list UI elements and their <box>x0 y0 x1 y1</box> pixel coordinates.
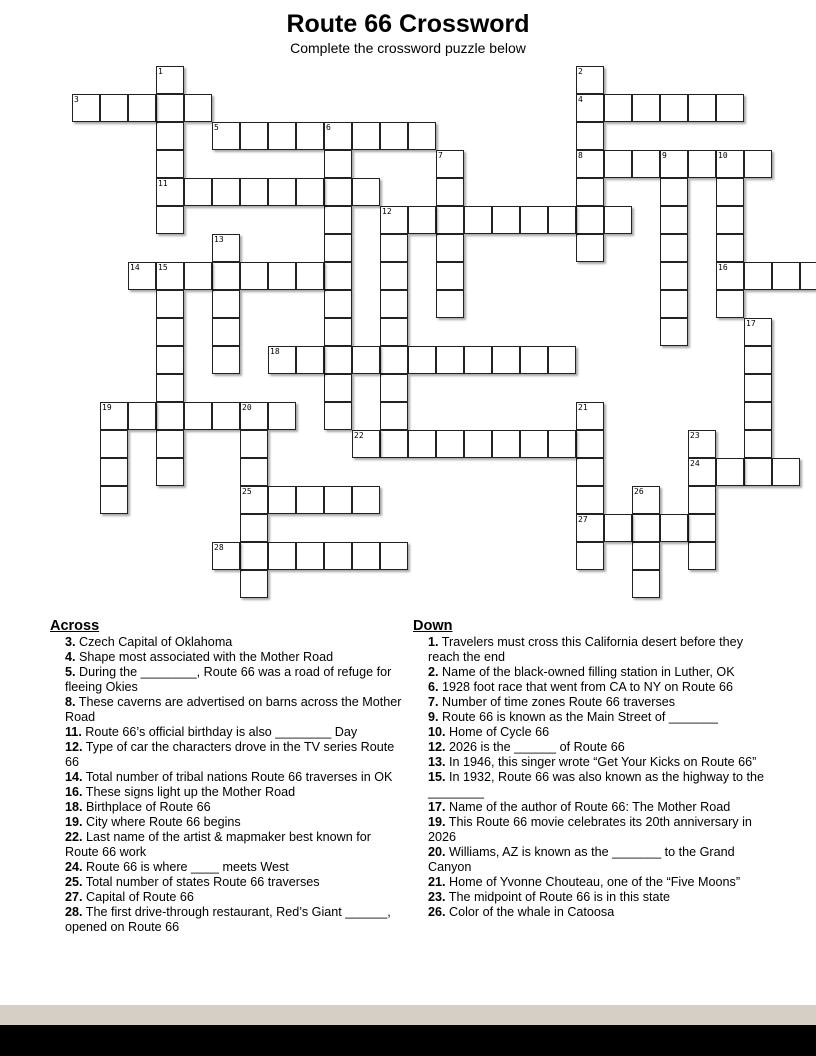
grid-cell[interactable] <box>156 290 184 318</box>
across-heading: Across <box>50 618 100 634</box>
grid-cell[interactable] <box>380 318 408 346</box>
grid-cell[interactable] <box>324 206 352 234</box>
grid-cell[interactable] <box>548 346 576 374</box>
clue-number-label: 19. <box>65 815 83 829</box>
clue-number: 15 <box>158 263 168 272</box>
clue-text: 2026 is the ______ of Route 66 <box>445 740 625 754</box>
across-clue <box>50 695 406 725</box>
clue-number-label: 18. <box>65 800 83 814</box>
clue-number: 13 <box>214 235 224 244</box>
across-clue <box>50 890 406 905</box>
across-clue <box>50 800 406 815</box>
clue-number: 7 <box>438 151 443 160</box>
grid-cell[interactable] <box>240 178 268 206</box>
grid-cell[interactable] <box>212 402 240 430</box>
clue-number: 1 <box>158 67 163 76</box>
grid-cell[interactable] <box>380 234 408 262</box>
across-clue <box>50 650 406 665</box>
grid-cell[interactable] <box>744 150 772 178</box>
clue-text: Shape most associated with the Mother Road <box>75 650 334 664</box>
clue-text: In 1946, this singer wrote “Get Your Kicks on Route 66” <box>445 755 757 769</box>
grid-cell[interactable] <box>352 346 380 374</box>
grid-cell[interactable] <box>464 206 492 234</box>
grid-cell[interactable] <box>688 486 716 514</box>
clue-number-label: 13. <box>428 755 446 769</box>
grid-cell[interactable] <box>240 514 268 542</box>
grid-cell[interactable] <box>324 318 352 346</box>
grid-cell[interactable] <box>408 122 436 150</box>
clue-number-label: 24. <box>65 860 83 874</box>
grid-cell[interactable] <box>268 486 296 514</box>
grid-cell[interactable] <box>240 458 268 486</box>
clue-text: Route 66’s official birthday is also ________ Day <box>81 725 358 739</box>
clue-number: 25 <box>242 487 252 496</box>
grid-cell[interactable] <box>604 94 632 122</box>
footer-band <box>0 1005 816 1025</box>
grid-cell[interactable] <box>212 290 240 318</box>
clue-text: Travelers must cross this California desert before they reach the end <box>428 635 743 664</box>
grid-cell[interactable] <box>408 346 436 374</box>
clue-text: This Route 66 movie celebrates its 20th anniversary in 2026 <box>428 815 752 844</box>
grid-cell[interactable] <box>324 374 352 402</box>
clue-number: 10 <box>718 151 728 160</box>
grid-cell[interactable] <box>604 206 632 234</box>
grid-cell[interactable] <box>212 318 240 346</box>
grid-cell[interactable] <box>156 206 184 234</box>
clue-number-label: 12. <box>65 740 83 754</box>
clue-text: Williams, AZ is known as the _______ to the Grand Canyon <box>428 845 735 874</box>
grid-cell[interactable] <box>156 430 184 458</box>
grid-cell[interactable] <box>408 206 436 234</box>
grid-cell[interactable] <box>156 150 184 178</box>
clue-text: These signs light up the Mother Road <box>82 785 296 799</box>
down-clue <box>413 680 773 695</box>
clue-number: 16 <box>718 263 728 272</box>
grid-cell[interactable] <box>268 122 296 150</box>
clue-number-label: 28. <box>65 905 83 919</box>
grid-cell[interactable] <box>380 346 408 374</box>
grid-cell[interactable] <box>100 94 128 122</box>
clue-number-label: 3. <box>65 635 76 649</box>
clue-number-label: 15. <box>428 770 446 784</box>
grid-cell[interactable] <box>296 542 324 570</box>
across-clue <box>50 740 406 770</box>
grid-cell[interactable] <box>156 346 184 374</box>
grid-cell[interactable] <box>576 486 604 514</box>
page-title: Route 66 Crossword <box>286 10 530 38</box>
grid-cell[interactable] <box>660 178 688 206</box>
grid-cell[interactable] <box>380 542 408 570</box>
clue-number: 26 <box>634 487 644 496</box>
grid-cell[interactable] <box>296 178 324 206</box>
across-clue <box>50 905 406 935</box>
grid-cell[interactable] <box>632 514 660 542</box>
down-clue <box>413 695 773 710</box>
grid-cell[interactable] <box>576 206 604 234</box>
footer-bar <box>0 1025 816 1056</box>
clue-number: 23 <box>690 431 700 440</box>
clue-number: 12 <box>382 207 392 216</box>
clue-number: 22 <box>354 431 364 440</box>
grid-cell[interactable] <box>520 206 548 234</box>
grid-cell[interactable] <box>128 402 156 430</box>
grid-cell[interactable] <box>324 262 352 290</box>
clue-number: 9 <box>662 151 667 160</box>
grid-cell[interactable] <box>716 458 744 486</box>
clue-number: 11 <box>158 179 168 188</box>
grid-cell[interactable] <box>744 430 772 458</box>
grid-cell[interactable] <box>268 402 296 430</box>
clue-number-label: 6. <box>428 680 439 694</box>
down-clue <box>413 815 773 845</box>
grid-cell[interactable] <box>296 262 324 290</box>
grid-cell[interactable] <box>240 122 268 150</box>
clue-number: 20 <box>242 403 252 412</box>
grid-cell[interactable] <box>716 290 744 318</box>
grid-cell[interactable] <box>492 430 520 458</box>
grid-cell[interactable] <box>436 346 464 374</box>
clue-text: Home of Yvonne Chouteau, one of the “Five Moons” <box>445 875 741 889</box>
clue-number: 24 <box>690 459 700 468</box>
clue-text: Type of car the characters drove in the TV series Route 66 <box>65 740 395 769</box>
down-clue <box>413 800 773 815</box>
grid-cell[interactable] <box>324 234 352 262</box>
grid-cell[interactable] <box>772 458 800 486</box>
grid-cell[interactable] <box>324 346 352 374</box>
across-clue <box>50 875 406 890</box>
grid-cell[interactable] <box>352 486 380 514</box>
clue-text: City where Route 66 begins <box>82 815 241 829</box>
across-clue <box>50 860 406 875</box>
grid-cell[interactable] <box>212 262 240 290</box>
clue-number: 21 <box>578 403 588 412</box>
page-subtitle: Complete the crossword puzzle below <box>290 40 526 56</box>
grid-cell[interactable] <box>744 458 772 486</box>
grid-cell[interactable] <box>296 346 324 374</box>
clue-number-label: 10. <box>428 725 446 739</box>
down-clue <box>413 890 773 905</box>
clue-text: Number of time zones Route 66 traverses <box>438 695 676 709</box>
clue-number: 19 <box>102 403 112 412</box>
grid-cell[interactable] <box>184 94 212 122</box>
clue-number: 27 <box>578 515 588 524</box>
clue-text: In 1932, Route 66 was also known as the highway to the ________ <box>428 770 765 799</box>
grid-cell[interactable] <box>660 318 688 346</box>
clue-text: Name of the black-owned filling station in Luther, OK <box>438 665 735 679</box>
grid-cell[interactable] <box>240 542 268 570</box>
across-clue <box>50 815 406 830</box>
across-clue <box>50 635 406 650</box>
grid-cell[interactable] <box>212 346 240 374</box>
grid-cell[interactable] <box>156 94 184 122</box>
grid-cell[interactable] <box>716 178 744 206</box>
grid-cell[interactable] <box>604 514 632 542</box>
grid-cell[interactable] <box>184 402 212 430</box>
clue-number-label: 11. <box>65 725 82 739</box>
clue-number-label: 26. <box>428 905 446 919</box>
clue-number-label: 12. <box>428 740 446 754</box>
clue-text: Name of the author of Route 66: The Mother Road <box>445 800 731 814</box>
clue-text: Total number of states Route 66 traverses <box>82 875 320 889</box>
clue-number-label: 5. <box>65 665 76 679</box>
clue-number-label: 16. <box>65 785 83 799</box>
grid-cell[interactable] <box>520 430 548 458</box>
down-clue <box>413 635 773 665</box>
grid-cell[interactable] <box>324 178 352 206</box>
clue-number-label: 19. <box>428 815 446 829</box>
grid-cell[interactable] <box>520 346 548 374</box>
clue-text: Total number of tribal nations Route 66 traverses in OK <box>82 770 393 784</box>
down-clue-list <box>413 635 773 920</box>
clue-number-label: 4. <box>65 650 76 664</box>
grid-cell[interactable] <box>688 94 716 122</box>
grid-cell[interactable] <box>380 122 408 150</box>
across-clues <box>50 619 406 935</box>
grid-cell[interactable] <box>576 542 604 570</box>
grid-cell[interactable] <box>296 122 324 150</box>
grid-cell[interactable] <box>548 430 576 458</box>
grid-cell[interactable] <box>660 290 688 318</box>
clue-number: 18 <box>270 347 280 356</box>
grid-cell[interactable] <box>772 262 800 290</box>
grid-cell[interactable] <box>576 234 604 262</box>
across-clue <box>50 770 406 785</box>
clue-text: These caverns are advertised on barns across the Mother Road <box>65 695 402 724</box>
grid-cell[interactable] <box>688 150 716 178</box>
grid-cell[interactable] <box>268 178 296 206</box>
clue-number-label: 17. <box>428 800 446 814</box>
grid-cell[interactable] <box>576 178 604 206</box>
clue-number: 28 <box>214 543 224 552</box>
clue-number-label: 8. <box>65 695 76 709</box>
grid-cell[interactable] <box>688 542 716 570</box>
down-clue <box>413 725 773 740</box>
clue-text: Capital of Route 66 <box>82 890 194 904</box>
grid-cell[interactable] <box>632 94 660 122</box>
grid-cell[interactable] <box>352 542 380 570</box>
clue-text: The midpoint of Route 66 is in this state <box>445 890 670 904</box>
clue-number-label: 27. <box>65 890 83 904</box>
grid-cell[interactable] <box>380 402 408 430</box>
across-clue <box>50 665 406 695</box>
down-clues <box>413 619 773 920</box>
clue-number: 8 <box>578 151 583 160</box>
grid-cell[interactable] <box>632 150 660 178</box>
grid-cell[interactable] <box>240 262 268 290</box>
grid-cell[interactable] <box>212 178 240 206</box>
grid-cell[interactable] <box>100 486 128 514</box>
clue-number: 17 <box>746 319 756 328</box>
grid-cell[interactable] <box>156 374 184 402</box>
grid-cell[interactable] <box>744 374 772 402</box>
down-heading: Down <box>413 618 453 634</box>
grid-cell[interactable] <box>576 430 604 458</box>
clue-number: 5 <box>214 123 219 132</box>
down-clue <box>413 665 773 680</box>
grid-cell[interactable] <box>380 262 408 290</box>
grid-cell[interactable] <box>324 150 352 178</box>
down-clue <box>413 875 773 890</box>
grid-cell[interactable] <box>716 94 744 122</box>
clue-number-label: 14. <box>65 770 83 784</box>
grid-cell[interactable] <box>324 542 352 570</box>
clue-number-label: 7. <box>428 695 439 709</box>
grid-cell[interactable] <box>744 262 772 290</box>
grid-cell[interactable] <box>268 542 296 570</box>
clue-number: 14 <box>130 263 140 272</box>
down-clue <box>413 740 773 755</box>
grid-cell[interactable] <box>436 206 464 234</box>
clue-number: 6 <box>326 123 331 132</box>
clue-number: 4 <box>578 95 583 104</box>
clue-number-label: 25. <box>65 875 83 889</box>
grid-cell[interactable] <box>660 94 688 122</box>
grid-cell[interactable] <box>548 206 576 234</box>
grid-cell[interactable] <box>240 430 268 458</box>
down-clue <box>413 755 773 770</box>
across-clue <box>50 785 406 800</box>
clue-number-label: 21. <box>428 875 446 889</box>
grid-cell[interactable] <box>380 290 408 318</box>
grid-cell[interactable] <box>156 122 184 150</box>
grid-cell[interactable] <box>240 570 268 598</box>
grid-cell[interactable] <box>744 346 772 374</box>
grid-cell[interactable] <box>436 430 464 458</box>
grid-cell[interactable] <box>352 122 380 150</box>
clue-number: 2 <box>578 67 583 76</box>
clue-text: Route 66 is where ____ meets West <box>82 860 289 874</box>
grid-cell[interactable] <box>436 290 464 318</box>
clue-number-label: 23. <box>428 890 446 904</box>
clue-number-label: 2. <box>428 665 439 679</box>
across-clue <box>50 830 406 860</box>
clue-number: 3 <box>74 95 79 104</box>
clue-number-label: 1. <box>428 635 439 649</box>
clue-text: Color of the whale in Catoosa <box>445 905 615 919</box>
clue-text: Last name of the artist & mapmaker best known for Route 66 work <box>65 830 371 859</box>
clue-text: 1928 foot race that went from CA to NY on Route 66 <box>438 680 734 694</box>
grid-cell[interactable] <box>156 318 184 346</box>
clue-text: Birthplace of Route 66 <box>82 800 211 814</box>
down-clue <box>413 710 773 725</box>
clue-text: Czech Capital of Oklahoma <box>75 635 233 649</box>
clue-text: Route 66 is known as the Main Street of _______ <box>438 710 718 724</box>
grid-cell[interactable] <box>464 430 492 458</box>
grid-cell[interactable] <box>156 458 184 486</box>
clue-text: The first drive-through restaurant, Red’s Giant ______, opened on Route 66 <box>65 905 391 934</box>
grid-cell[interactable] <box>492 206 520 234</box>
grid-cell[interactable] <box>324 402 352 430</box>
grid-cell[interactable] <box>268 262 296 290</box>
clue-number-label: 9. <box>428 710 439 724</box>
down-clue <box>413 905 773 920</box>
grid-cell[interactable] <box>296 486 324 514</box>
grid-cell[interactable] <box>408 430 436 458</box>
grid-cell[interactable] <box>492 346 520 374</box>
grid-cell[interactable] <box>324 486 352 514</box>
grid-cell[interactable] <box>632 542 660 570</box>
grid-cell[interactable] <box>184 178 212 206</box>
grid-cell[interactable] <box>576 122 604 150</box>
grid-cell[interactable] <box>436 262 464 290</box>
grid-cell[interactable] <box>184 262 212 290</box>
grid-cell[interactable] <box>660 514 688 542</box>
grid-cell[interactable] <box>660 206 688 234</box>
grid-cell[interactable] <box>380 374 408 402</box>
grid-cell[interactable] <box>100 430 128 458</box>
clue-text: During the ________, Route 66 was a road of refuge for fleeing Okies <box>65 665 392 694</box>
grid-cell[interactable] <box>688 514 716 542</box>
clue-number-label: 20. <box>428 845 446 859</box>
grid-cell[interactable] <box>100 458 128 486</box>
down-clue <box>413 770 773 800</box>
clue-text: Home of Cycle 66 <box>445 725 550 739</box>
grid-cell[interactable] <box>716 206 744 234</box>
grid-cell[interactable] <box>436 234 464 262</box>
across-clue <box>50 725 406 740</box>
grid-cell[interactable] <box>324 290 352 318</box>
clue-number-label: 22. <box>65 830 83 844</box>
grid-cell[interactable] <box>352 178 380 206</box>
grid-cell[interactable] <box>800 262 816 290</box>
grid-cell[interactable] <box>744 402 772 430</box>
across-clue-list <box>50 635 406 935</box>
grid-cell[interactable] <box>576 458 604 486</box>
grid-cell[interactable] <box>632 570 660 598</box>
grid-cell[interactable] <box>156 402 184 430</box>
grid-cell[interactable] <box>604 150 632 178</box>
grid-cell[interactable] <box>380 430 408 458</box>
grid-cell[interactable] <box>660 234 688 262</box>
grid-cell[interactable] <box>660 262 688 290</box>
grid-cell[interactable] <box>128 94 156 122</box>
grid-cell[interactable] <box>716 234 744 262</box>
grid-cell[interactable] <box>464 346 492 374</box>
grid-cell[interactable] <box>436 178 464 206</box>
down-clue <box>413 845 773 875</box>
